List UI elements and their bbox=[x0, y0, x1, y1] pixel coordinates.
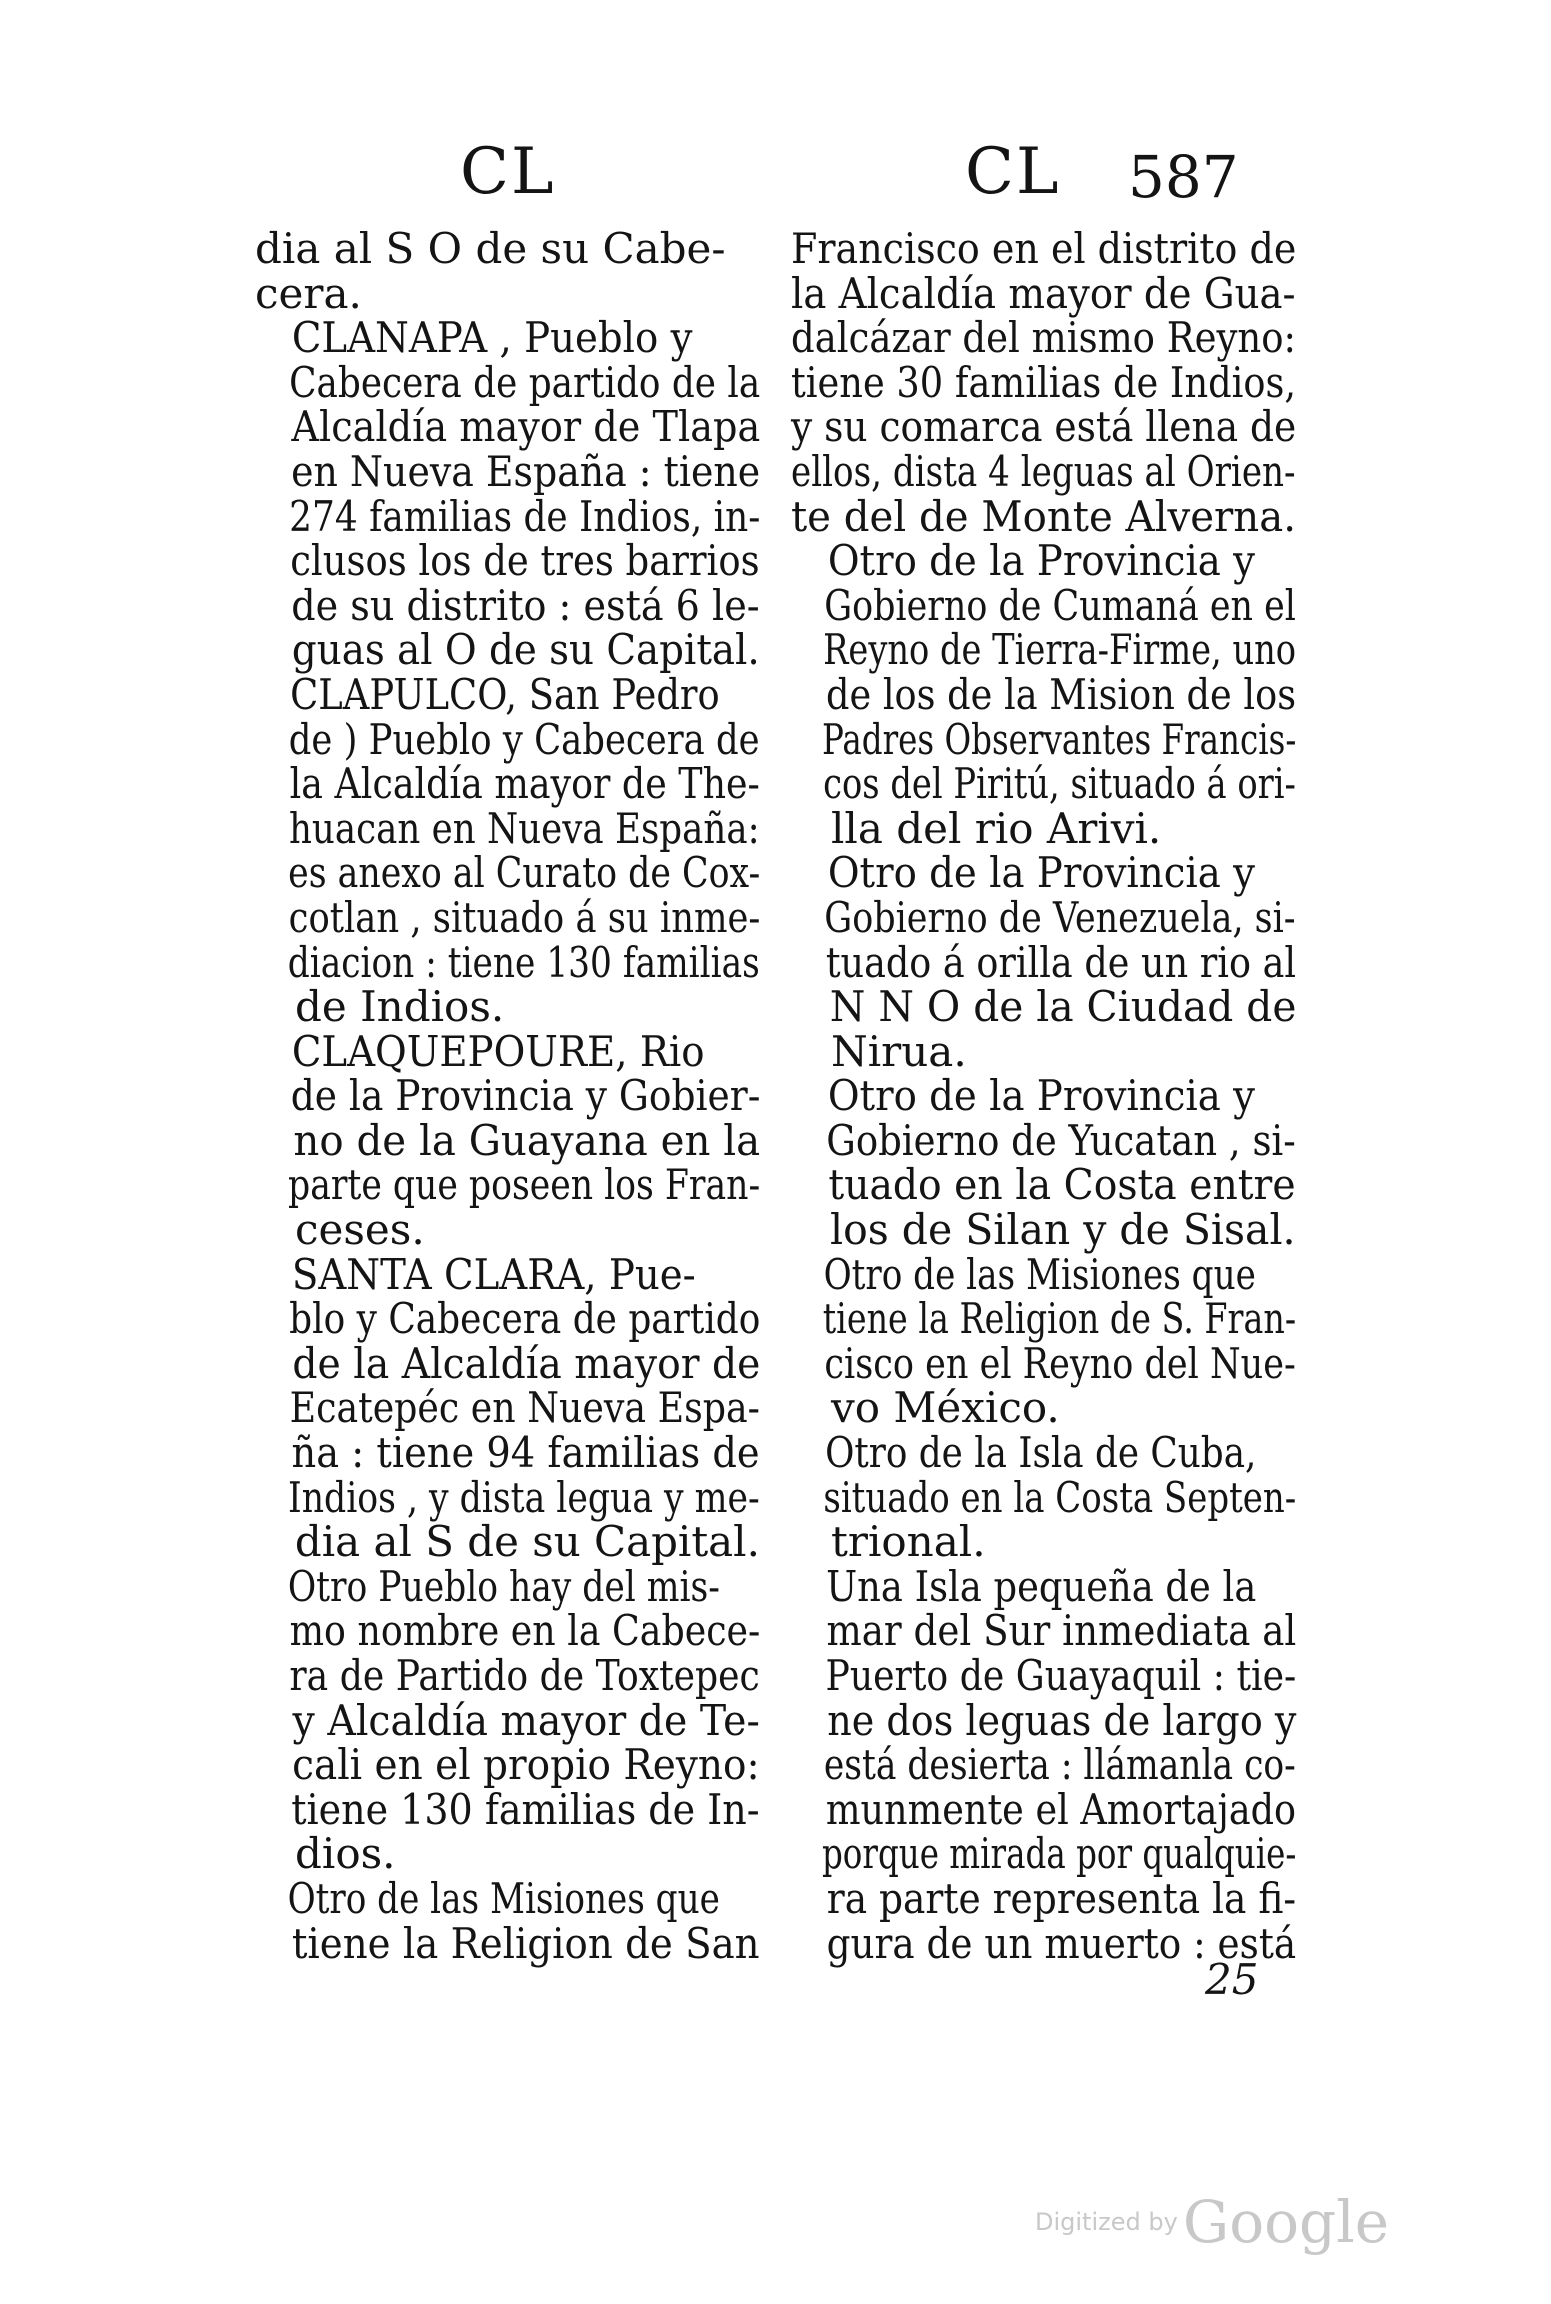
paragraph bbox=[255, 1026, 761, 1255]
text-line: te del de Monte Alverna. bbox=[791, 491, 1296, 541]
text-line: parte que poseen los Fran- bbox=[288, 1160, 761, 1210]
paragraph bbox=[791, 224, 1297, 541]
text-line: situado en la Costa Septen- bbox=[823, 1472, 1297, 1522]
text-line: Reyno de Tierra-Firme, uno bbox=[823, 625, 1297, 675]
text-line: tuado á orilla de un rio al bbox=[825, 937, 1297, 987]
watermark-brand: Google bbox=[1182, 2188, 1390, 2256]
text-line: guas al O de su Capital. bbox=[291, 625, 760, 675]
text-line: cos del Piritú, situado á ori- bbox=[823, 759, 1296, 809]
text-line: CLAPULCO, San Pedro bbox=[290, 669, 720, 719]
text-line: Indios , y dista legua y me- bbox=[288, 1472, 760, 1522]
text-line: mar del Sur inmediata al bbox=[826, 1606, 1297, 1656]
text-line: cali en el propio Reyno: bbox=[292, 1740, 760, 1790]
text-line: ne dos leguas de largo y bbox=[827, 1695, 1297, 1745]
text-line: la Alcaldía mayor de Gua- bbox=[791, 268, 1296, 318]
text-line: Otro de las Misiones que bbox=[823, 1249, 1256, 1299]
left-text-column bbox=[255, 224, 761, 1968]
text-line: Padres Observantes Francis- bbox=[821, 714, 1297, 764]
text-line: gura de un muerto : está bbox=[826, 1918, 1297, 1968]
text-line: y su comarca está llena de bbox=[791, 402, 1297, 452]
text-line: vo México. bbox=[831, 1383, 1060, 1433]
text-line: cisco en el Reyno del Nue- bbox=[824, 1338, 1296, 1388]
text-line: de su distrito : está 6 le- bbox=[291, 580, 760, 630]
text-line: Cabecera de partido de la bbox=[289, 357, 761, 407]
text-line: Otro de la Provincia y bbox=[827, 848, 1255, 898]
text-line: Puerto de Guayaquil : tie- bbox=[825, 1651, 1297, 1700]
text-line: Francisco en el distrito de bbox=[791, 224, 1297, 273]
text-line: tiene 130 familias de In- bbox=[291, 1784, 760, 1834]
text-line: Gobierno de Venezuela, si- bbox=[824, 892, 1296, 942]
text-line: porque mirada por qualquie- bbox=[821, 1829, 1297, 1879]
watermark-prefix: Digitized by bbox=[1035, 2208, 1178, 2236]
paragraph bbox=[791, 848, 1297, 1076]
text-line: es anexo al Curato de Cox- bbox=[288, 848, 761, 898]
text-line: CLAQUEPOURE, Rio bbox=[291, 1026, 705, 1076]
text-line: y Alcaldía mayor de Te- bbox=[292, 1695, 760, 1745]
text-line: Nirua. bbox=[831, 1026, 967, 1076]
signature-mark: 25 bbox=[1205, 1955, 1259, 2004]
text-line: diacion : tiene 130 familias bbox=[287, 937, 760, 987]
text-line: tiene la Religion de S. Fran- bbox=[822, 1294, 1297, 1344]
text-line: de la Provincia y Gobier- bbox=[290, 1071, 761, 1121]
text-line: ra de Partido de Toxtepec bbox=[289, 1651, 760, 1700]
text-line: tiene 30 familias de Indios, bbox=[791, 357, 1297, 407]
right-text-column bbox=[791, 224, 1297, 1968]
text-line: 274 familias de Indios, in- bbox=[289, 491, 761, 541]
text-line: Otro de la Provincia y bbox=[827, 1071, 1255, 1121]
text-line: Otro de la Isla de Cuba, bbox=[825, 1428, 1257, 1478]
text-line: dia al S de su Capital. bbox=[294, 1517, 760, 1567]
text-line: huacan en Nueva España: bbox=[288, 803, 760, 853]
left-running-header: CL bbox=[460, 135, 556, 209]
text-line: los de Silan y de Sisal. bbox=[829, 1205, 1296, 1255]
text-line: Otro Pueblo hay del mis- bbox=[287, 1561, 720, 1611]
text-line: está desierta : llámanla co- bbox=[823, 1740, 1296, 1790]
text-line: tuado en la Costa entre bbox=[828, 1160, 1296, 1210]
paragraph bbox=[255, 1873, 760, 1968]
text-line: ra parte representa la fi- bbox=[826, 1873, 1297, 1923]
text-line: dios. bbox=[295, 1829, 396, 1879]
text-line: clusos los de tres barrios bbox=[290, 536, 760, 586]
paragraph bbox=[255, 669, 761, 1032]
text-line: ceses. bbox=[295, 1205, 425, 1255]
text-line: trional. bbox=[831, 1517, 986, 1567]
text-line: en Nueva España : tiene bbox=[291, 446, 761, 496]
text-line: Otro de la Provincia y bbox=[827, 536, 1255, 586]
paragraph bbox=[255, 1561, 761, 1879]
text-line: tiene la Religion de San bbox=[291, 1918, 760, 1968]
digitized-watermark bbox=[1035, 2188, 1389, 2256]
text-line: Una Isla pequeña de la bbox=[826, 1561, 1257, 1611]
paragraph bbox=[791, 1428, 1297, 1567]
text-line: CLANAPA , Pueblo y bbox=[291, 313, 693, 363]
paragraph bbox=[791, 1249, 1297, 1433]
text-line: cera. bbox=[255, 268, 362, 318]
text-line: Otro de las Misiones que bbox=[287, 1873, 720, 1923]
text-line: dia al S O de su Cabe- bbox=[255, 224, 726, 273]
text-line: de ) Pueblo y Cabecera de bbox=[288, 714, 760, 764]
paragraph bbox=[791, 1561, 1297, 1968]
text-line: mo nombre en la Cabece- bbox=[289, 1606, 761, 1656]
paragraph bbox=[255, 1249, 761, 1567]
text-line: cotlan , situado á su inme- bbox=[288, 892, 761, 942]
text-line: blo y Cabecera de partido bbox=[289, 1294, 761, 1344]
text-line: ellos, dista 4 leguas al Orien- bbox=[791, 446, 1296, 496]
text-line: lla del rio Arivi. bbox=[831, 803, 1162, 853]
text-line: dalcázar del mismo Reyno: bbox=[791, 313, 1297, 363]
text-line: la Alcaldía mayor de The- bbox=[289, 759, 760, 809]
text-line: Ecatepéc en Nueva Espa- bbox=[289, 1383, 760, 1433]
right-running-header: CL bbox=[965, 135, 1061, 209]
paragraph bbox=[791, 536, 1297, 853]
paragraph bbox=[255, 313, 761, 675]
page-number: 587 bbox=[1128, 143, 1239, 211]
paragraph bbox=[791, 1071, 1296, 1255]
text-line: de la Alcaldía mayor de bbox=[292, 1338, 761, 1388]
paragraph bbox=[255, 224, 760, 318]
text-line: SANTA CLARA, Pue- bbox=[291, 1249, 696, 1299]
text-line: de los de la Mision de los bbox=[825, 669, 1297, 719]
text-line: N N O de la Ciudad de bbox=[829, 982, 1297, 1032]
text-line: ña : tiene 94 familias de bbox=[291, 1428, 760, 1478]
text-line: Alcaldía mayor de Tlapa bbox=[291, 402, 761, 452]
text-line: munmente el Amortajado bbox=[825, 1784, 1297, 1834]
text-line: de Indios. bbox=[295, 982, 505, 1032]
text-line: no de la Guayana en la bbox=[293, 1115, 761, 1165]
text-line: Gobierno de Yucatan , si- bbox=[826, 1115, 1296, 1165]
text-line: Gobierno de Cumaná en el bbox=[824, 580, 1296, 630]
